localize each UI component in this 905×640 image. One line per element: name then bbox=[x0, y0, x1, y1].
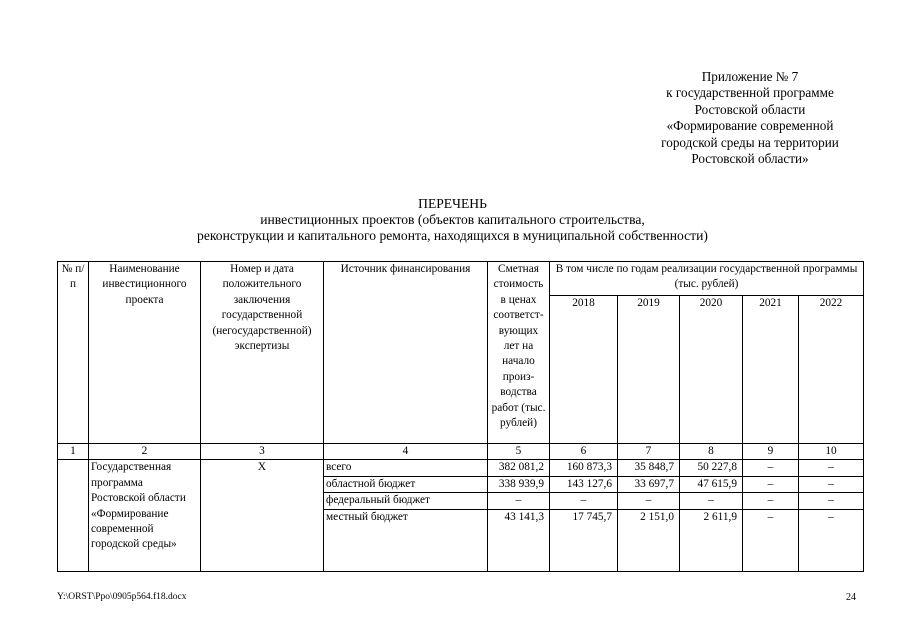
year-2019-cell: – bbox=[618, 493, 680, 509]
cost-cell: 338 939,9 bbox=[488, 476, 550, 492]
project-num bbox=[58, 460, 89, 571]
column-number: 2 bbox=[89, 444, 201, 460]
title-heading: ПЕРЕЧЕНЬ bbox=[418, 196, 487, 211]
page-number: 24 bbox=[846, 592, 856, 603]
header-cost: Сметная стоимость в ценах соответст-вующих лет на начало произ-водства работ (тыс. рублей) bbox=[488, 262, 550, 444]
column-number: 3 bbox=[201, 444, 324, 460]
column-number: 9 bbox=[743, 444, 799, 460]
header-years-group: В том числе по годам реализации государственной программы (тыс. рублей) bbox=[550, 262, 864, 296]
header-year-2021: 2021 bbox=[743, 296, 799, 444]
project-name: Государственная программа Ростовской области «Формирование современной городской среды» bbox=[89, 460, 201, 571]
table-row bbox=[58, 460, 864, 476]
header-year-2020: 2020 bbox=[680, 296, 743, 444]
column-number: 5 bbox=[488, 444, 550, 460]
appendix-line: Ростовской области» bbox=[691, 151, 809, 167]
source-cell: федеральный бюджет bbox=[324, 493, 488, 509]
investment-projects-table bbox=[57, 261, 864, 572]
year-2022-cell: – bbox=[799, 476, 864, 492]
column-number: 10 bbox=[799, 444, 864, 460]
year-2018-cell: 17 745,7 bbox=[550, 509, 618, 571]
year-2019-cell: 35 848,7 bbox=[618, 460, 680, 476]
year-2018-cell: – bbox=[550, 493, 618, 509]
appendix-line: «Формирование современной bbox=[666, 118, 834, 134]
year-2022-cell: – bbox=[799, 509, 864, 571]
year-2021-cell: – bbox=[743, 460, 799, 476]
header-year-2018: 2018 bbox=[550, 296, 618, 444]
source-cell: всего bbox=[324, 460, 488, 476]
document-title bbox=[0, 196, 905, 245]
year-2021-cell: – bbox=[743, 509, 799, 571]
year-2020-cell: 2 611,9 bbox=[680, 509, 743, 571]
year-2019-cell: 2 151,0 bbox=[618, 509, 680, 571]
year-2020-cell: 50 227,8 bbox=[680, 460, 743, 476]
appendix-line: Ростовской области bbox=[694, 101, 806, 117]
appendix-line: городской среды на территории bbox=[661, 134, 839, 150]
appendix-line: Приложение № 7 bbox=[701, 69, 799, 84]
year-2021-cell: – bbox=[743, 493, 799, 509]
column-number-row bbox=[58, 444, 864, 460]
column-number: 8 bbox=[680, 444, 743, 460]
header-year-2019: 2019 bbox=[618, 296, 680, 444]
year-2022-cell: – bbox=[799, 493, 864, 509]
header-num: № п/п bbox=[58, 262, 89, 444]
source-cell: местный бюджет bbox=[324, 509, 488, 571]
year-2020-cell: 47 615,9 bbox=[680, 476, 743, 492]
year-2019-cell: 33 697,7 bbox=[618, 476, 680, 492]
cost-cell: 382 081,2 bbox=[488, 460, 550, 476]
project-expertise: Х bbox=[201, 460, 324, 571]
column-number: 6 bbox=[550, 444, 618, 460]
cost-cell: 43 141,3 bbox=[488, 509, 550, 571]
year-2021-cell: – bbox=[743, 476, 799, 492]
column-number: 7 bbox=[618, 444, 680, 460]
year-2018-cell: 160 873,3 bbox=[550, 460, 618, 476]
column-number: 1 bbox=[58, 444, 89, 460]
title-line-2: реконструкции и капитального ремонта, находящихся в муниципальной собственности) bbox=[197, 228, 708, 244]
header-source: Источник финансирования bbox=[324, 262, 488, 444]
footer-file-path: Y:\ORST\Ppo\0905p564.f18.docx bbox=[57, 592, 187, 602]
title-line-1: инвестиционных проектов (объектов капитального строительства, bbox=[260, 212, 645, 228]
column-number: 4 bbox=[324, 444, 488, 460]
year-2020-cell: – bbox=[680, 493, 743, 509]
header-name: Наименование инвестиционного проекта bbox=[89, 262, 201, 444]
year-2022-cell: – bbox=[799, 460, 864, 476]
year-2018-cell: 143 127,6 bbox=[550, 476, 618, 492]
source-cell: областной бюджет bbox=[324, 476, 488, 492]
appendix-header bbox=[560, 69, 905, 167]
header-expertise: Номер и дата положительного заключения государственной (негосударственной) экспертизы bbox=[201, 262, 324, 444]
appendix-line: к государственной программе bbox=[666, 85, 834, 101]
header-year-2022: 2022 bbox=[799, 296, 864, 444]
cost-cell: – bbox=[488, 493, 550, 509]
